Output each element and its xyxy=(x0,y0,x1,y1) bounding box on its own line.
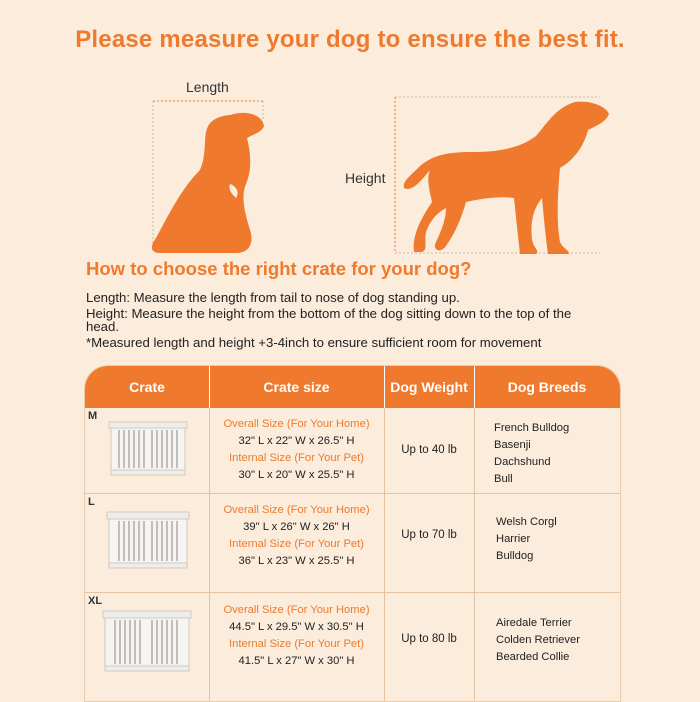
overall-size-value: 44.5" L x 29.5" W x 30.5" H xyxy=(229,621,364,633)
crate-size-cell xyxy=(209,416,384,484)
overall-size-value: 32" L x 22" W x 26.5" H xyxy=(238,435,355,447)
table-row xyxy=(85,408,620,493)
page-title: Please measure your dog to ensure the best fit. xyxy=(75,26,625,53)
crate-size-cell xyxy=(209,602,384,670)
header-dog-breeds: Dog Breeds xyxy=(507,379,587,395)
table-row xyxy=(85,494,620,592)
crate-image xyxy=(101,609,193,675)
dog-weight-value: Up to 80 lb xyxy=(401,633,457,645)
breed-item: Bearded Collie xyxy=(496,651,570,663)
dog-weight-value: Up to 70 lb xyxy=(401,529,457,541)
section-subtitle: How to choose the right crate for your dog? xyxy=(86,258,472,279)
internal-size-label: Internal Size (For Your Pet) xyxy=(229,538,364,550)
measurement-note: *Measured length and height +3-4inch to ensure sufficient room for movement xyxy=(86,335,542,350)
size-tag: XL xyxy=(88,595,103,607)
crate-image xyxy=(105,510,191,572)
sitting-dog-icon xyxy=(152,113,264,253)
internal-size-value: 36" L x 23" W x 25.5" H xyxy=(238,555,355,567)
crate-image xyxy=(107,420,189,478)
dog-breeds-list xyxy=(496,514,557,565)
size-tag: M xyxy=(88,410,98,422)
dog-weight-value: Up to 40 lb xyxy=(401,444,457,456)
crate-size-cell xyxy=(209,502,384,570)
height-instruction: Height: Measure the height from the bottom of the dog sitting down to the top of the head. xyxy=(86,306,572,334)
crate-size-table xyxy=(84,365,621,702)
length-label: Length xyxy=(186,79,229,95)
size-tag: L xyxy=(88,496,95,508)
internal-size-value: 41.5" L x 27" W x 30" H xyxy=(238,655,355,667)
breed-item: Bull xyxy=(494,473,513,485)
overall-size-label: Overall Size (For Your Home) xyxy=(223,418,370,430)
breed-item: Bulldog xyxy=(496,550,534,562)
standing-dog-icon xyxy=(404,102,609,254)
breed-item: Colden Retriever xyxy=(496,634,580,646)
breed-item: Airedale Terrier xyxy=(496,617,572,629)
breed-item: Basenji xyxy=(494,439,531,451)
height-label: Height xyxy=(345,170,386,186)
overall-size-value: 39" L x 26" W x 26" H xyxy=(243,521,350,533)
length-instruction: Length: Measure the length from tail to nose of dog standing up. xyxy=(86,290,460,305)
breed-item: Welsh Corgl xyxy=(496,516,557,528)
table-header xyxy=(85,366,620,408)
internal-size-label: Internal Size (For Your Pet) xyxy=(229,452,364,464)
overall-size-label: Overall Size (For Your Home) xyxy=(223,604,370,616)
table-row xyxy=(85,593,620,701)
header-dog-weight: Dog Weight xyxy=(390,379,468,395)
breed-item: Dachshund xyxy=(494,456,551,468)
header-crate-size: Crate size xyxy=(263,379,330,395)
breed-item: French Bulldog xyxy=(494,422,570,434)
dog-breeds-list xyxy=(496,615,580,666)
internal-size-value: 30" L x 20" W x 25.5" H xyxy=(238,469,355,481)
overall-size-label: Overall Size (For Your Home) xyxy=(223,504,370,516)
header-crate: Crate xyxy=(129,379,165,395)
breed-item: Harrier xyxy=(496,533,531,545)
internal-size-label: Internal Size (For Your Pet) xyxy=(229,638,364,650)
dog-breeds-list xyxy=(494,420,569,488)
measurement-illustration xyxy=(0,70,700,270)
